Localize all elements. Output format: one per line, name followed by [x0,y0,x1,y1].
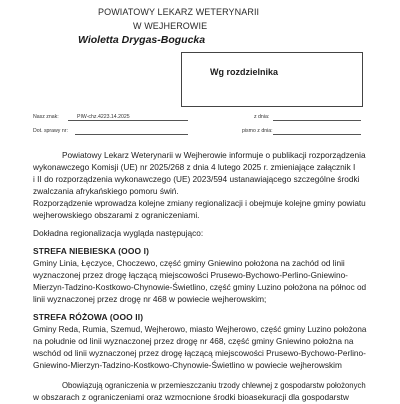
zone-pink-line: Gminy Reda, Rumia, Szemud, Wejherowo, miasto Wejherowo, część gminy Luzino położona [33,324,367,334]
intro-line: wykonawczego Komisji (UE) nr 2025/268 z dnia 4 lutego 2025 r. zmieniające załącznik I [33,162,356,172]
case-number-line [75,134,188,135]
zone-blue-line: Mierzyn-Tadzino-Kostkowo-Chynowie-Świetlino, część gminy Luzino położona na północ od [33,282,367,292]
letter-date-label: pismo z dnia: [242,128,273,134]
date-line [273,120,361,121]
intro-line: i II do rozporządzenia wykonawczego (UE) 2023/594 ustanawiającego szczególne środki [33,174,360,184]
zone-pink-line: Gniewino-Mierzyn-Tadzino-Kostkowo-Chynowie-Świetlino w powiecie wejherowskim [33,360,342,370]
closing-line: Obowiązują ograniczenia w przemieszczaniu trzody chlewnej z gospodarstw położonych [62,380,366,390]
zone-blue-heading: STREFA NIEBIESKA (OOO I) [33,246,150,256]
office-name: POWIATOWY LEKARZ WETERYNARII [98,7,260,17]
our-ref-value: PIW-chz.4223.14.2025 [77,114,130,120]
letter-date-line [273,134,361,135]
closing-line: w obszarach z ograniczeniami oraz wzmocnione środki bioasekuracji dla gospodarstw [33,392,349,402]
officer-name: Wioletta Drygas-Bogucka [78,34,206,46]
date-label: z dnia: [254,114,270,120]
regionalization-intro: Dokładna regionalizacja wygląda następująco: [33,228,204,238]
intro-line: Powiatowy Lekarz Weterynarii w Wejherowie informuje o publikacji rozporządzenia [62,150,366,160]
intro-line: zwalczania afrykańskiego pomoru świń. [33,186,179,196]
zone-blue-line: linii wyznaczonej przez drogę nr 468 w powiecie wejherowskim; [33,294,267,304]
zone-pink-heading: STREFA RÓŻOWA (OOO II) [33,312,144,322]
our-ref-label: Nasz znak: [33,114,59,120]
zone-pink-line: wschód od linii wyznaczonej przez drogę łączącą miejscowości Prusewo-Bychowo-Perlino- [33,348,366,358]
intro-line: Rozporządzenie wprowadza kolejne zmiany regionalizacji i obejmuje kolejne gminy powiatu [33,198,366,208]
recipient-box [181,52,363,107]
zone-pink-line: na południe od linii wyznaczonej przez drogę nr 468, część gminy Gniewino położna na [33,336,354,346]
intro-line: wejherowskiego obszarami z ograniczeniami. [33,210,200,220]
zone-blue-line: Gminy Linia, Łęczyce, Choczewo, część gminy Gniewino położona na zachód od linii [33,258,345,268]
case-number-label: Dot. sprawy nr: [33,128,68,134]
zone-blue-line: wyznaczonej przez drogę łączącą miejscowości Prusewo-Bychowo-Perlino-Gniewino- [33,270,348,280]
office-location: W WEJHEROWIE [133,21,208,31]
recipient-box-title: Wg rozdzielnika [210,67,279,77]
our-ref-line [68,120,188,121]
